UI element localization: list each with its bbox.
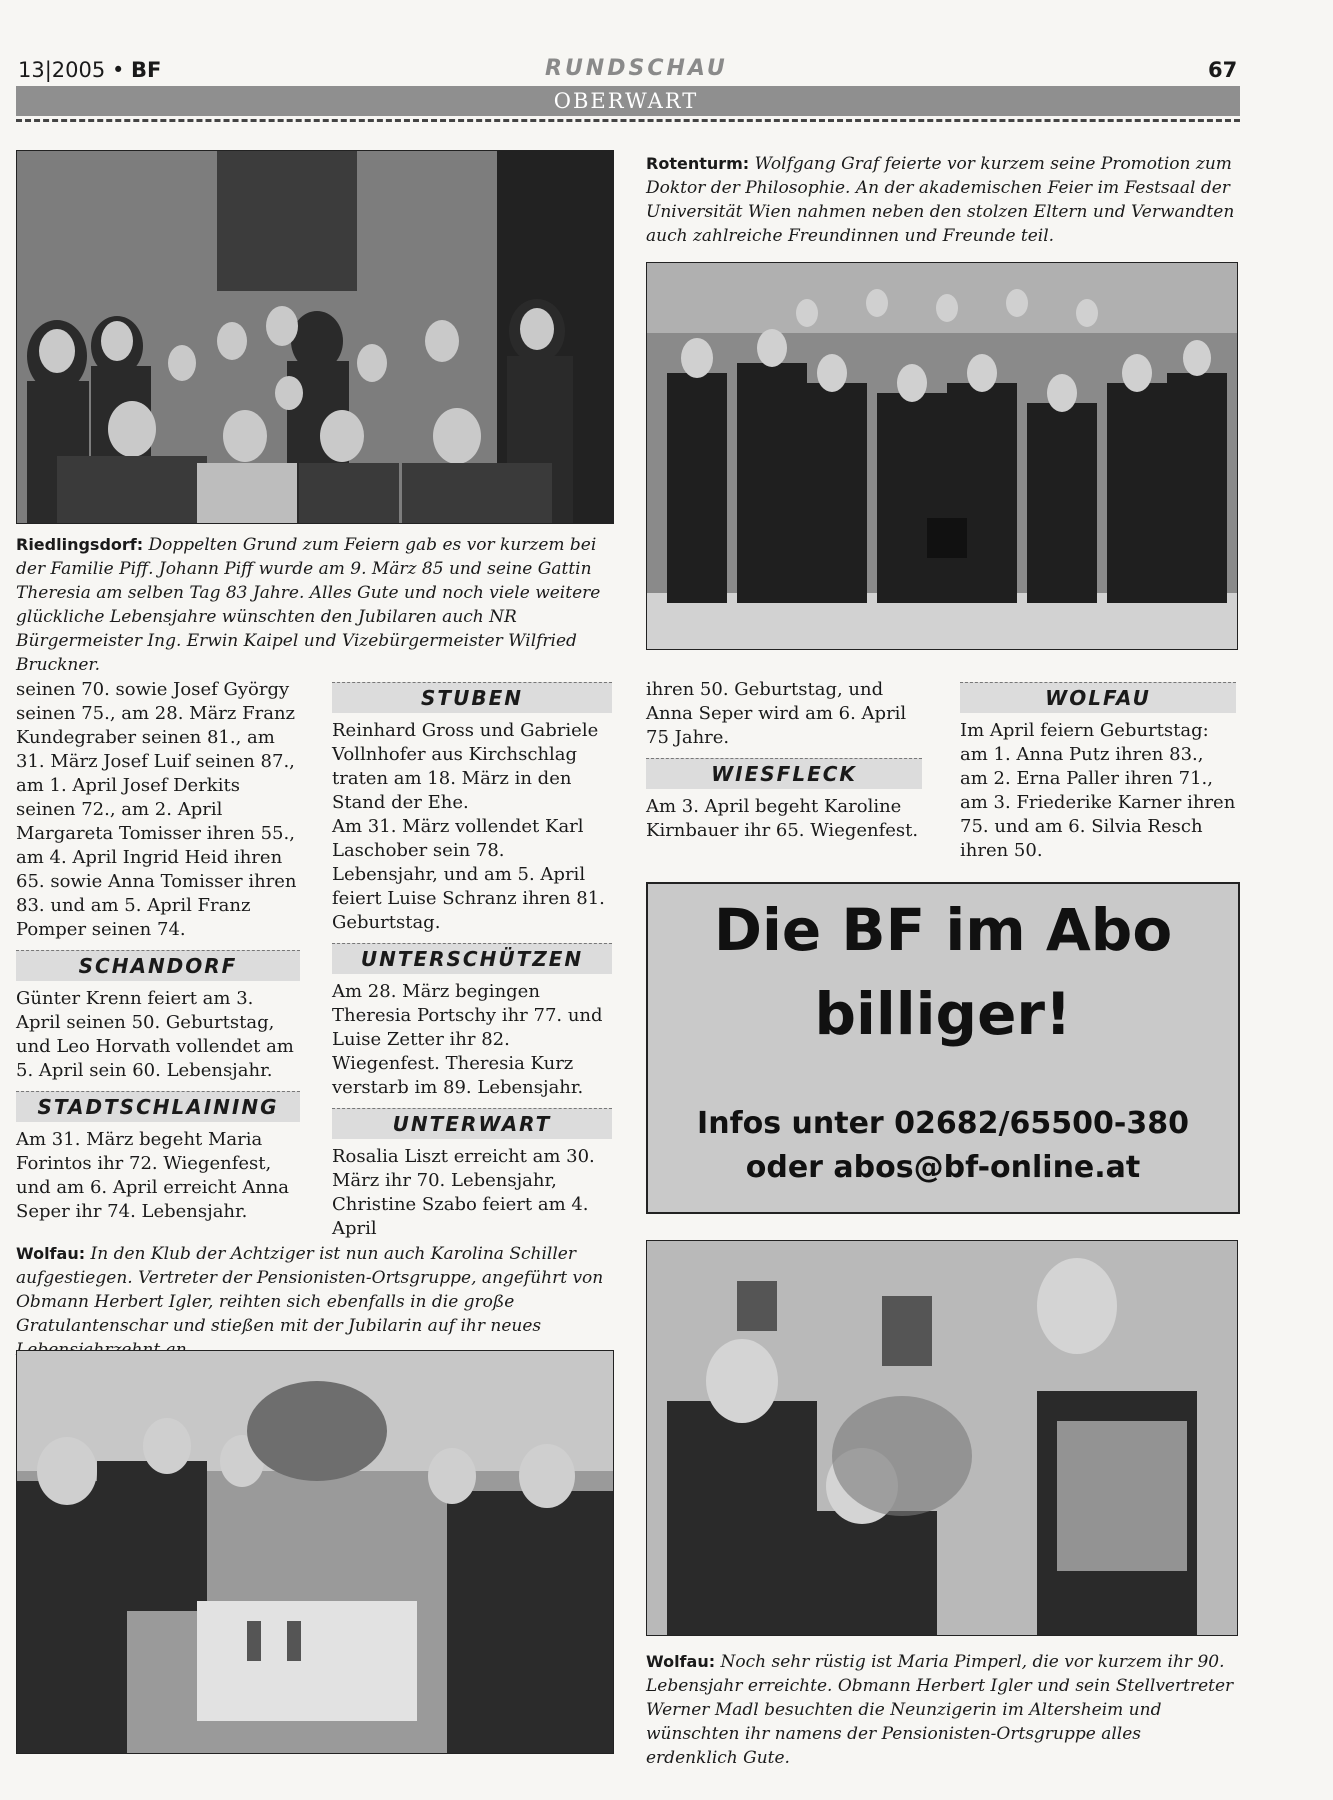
subscription-ad[interactable] (646, 882, 1240, 1214)
section-head-unterschuetzen: UNTERSCHÜTZEN (332, 943, 612, 974)
issue-number: 13|2005 (18, 58, 106, 82)
brand-label: BF (131, 58, 162, 82)
section-head-stuben: STUBEN (332, 682, 612, 713)
caption-text: Wolfgang Graf feierte vor kurzem seine Promotion zum Doktor der Philosophie. An der akademischen Feier im Festsaal der Universität Wien nahmen neben den stolzen Eltern und Verwandten auch zahlreiche Freundinnen und Freunde teil. (646, 154, 1235, 246)
section-head-unterwart: UNTERWART (332, 1108, 612, 1139)
issue-label (18, 58, 161, 82)
photo-riedlingsdorf (16, 150, 614, 524)
column-4 (960, 676, 1236, 863)
ad-headline-1: Die BF im Abo (713, 896, 1173, 964)
column-3 (646, 678, 922, 843)
column-1 (16, 678, 300, 1224)
bullet: • (111, 58, 125, 82)
header-divider (16, 119, 1240, 122)
column-3-intro: ihren 50. Geburtstag, und Anna Seper wird am 6. April 75 Jahre. (646, 679, 907, 748)
page-number: 67 (1208, 58, 1238, 82)
photo-wolfau-pimperl (646, 1240, 1238, 1636)
section-head-schandorf: SCHANDORF (16, 950, 300, 981)
section-text-stuben-2: Am 31. März vollendet Karl Laschober sein 78. Lebensjahr, und am 5. April feiert Luise Schranz ihren 81. Geburtstag. (332, 816, 605, 933)
photo-people-illustration (647, 263, 1237, 649)
section-text-wolfau: Im April feiern Geburtstag: am 1. Anna Putz ihren 83., am 2. Erna Paller ihren 71., am 3. Friederike Karner ihren 75. und am 6. Silvia Resch ihren 50. (960, 720, 1236, 861)
region-label: OBERWART (553, 89, 699, 113)
section-text-stadtschlaining: Am 31. März begeht Maria Forintos ihr 72. Wiegenfest, und am 6. April erreicht Anna Seper ihr 74. Lebensjahr. (16, 1129, 290, 1222)
caption-wolfau-2 (646, 1650, 1236, 1770)
section-head-wolfau: WOLFAU (960, 682, 1236, 713)
ad-phone: Infos unter 02682/65500-380 (697, 1106, 1189, 1141)
section-head-wiesfleck: WIESFLECK (646, 758, 922, 789)
photo-people-illustration (17, 151, 613, 523)
caption-place: Riedlingsdorf: (16, 535, 144, 554)
section-text-unterschuetzen: Am 28. März begingen Theresia Portschy ihr 77. und Luise Zetter ihr 82. Wiegenfest. Theresia Kurz verstarb im 89. Lebensjahr. (332, 981, 603, 1098)
section-text-wiesfleck: Am 3. April begeht Karoline Kirnbauer ihr 65. Wiegenfest. (646, 796, 919, 841)
caption-text: Noch sehr rüstig ist Maria Pimperl, die vor kurzem ihr 90. Lebensjahr erreichte. Obmann Herbert Igler und sein Stellvertreter Werner Madl besuchten die Neunzigerin im Altersheim und wünschten ihr namens der Pensionisten-Ortsgruppe alles erdenklich Gute. (646, 1652, 1234, 1768)
caption-rotenturm (646, 152, 1236, 248)
photo-rotenturm (646, 262, 1238, 650)
section-text-unterwart: Rosalia Liszt erreicht am 30. März ihr 70. Lebensjahr, Christine Szabo feiert am 4. April (332, 1146, 595, 1239)
caption-text: Doppelten Grund zum Feiern gab es vor kurzem bei der Familie Piff. Johann Piff wurde am 9. März 85 und seine Gattin Theresia am selben Tag 83 Jahre. Alles Gute und noch viele weitere glückliche Lebensjahre wünschten den Jubilaren auch NR Bürgermeister Ing. Erwin Kaipel und Vizebürgermeister Wilfried Bruckner. (16, 535, 601, 675)
caption-wolfau-1 (16, 1242, 612, 1362)
caption-place: Wolfau: (16, 1244, 86, 1263)
caption-place: Rotenturm: (646, 154, 750, 173)
caption-riedlingsdorf (16, 533, 612, 677)
section-head-stadtschlaining: STADTSCHLAINING (16, 1091, 300, 1122)
photo-people-illustration (17, 1351, 613, 1753)
photo-wolfau-table (16, 1350, 614, 1754)
section-text-stuben-1: Reinhard Gross und Gabriele Vollnhofer aus Kirchschlag traten am 18. März in den Stand der Ehe. (332, 720, 599, 813)
caption-text: In den Klub der Achtziger ist nun auch Karolina Schiller aufgestiegen. Vertreter der Pensionisten-Ortsgruppe, angeführt von Obmann Herbert Igler, reihten sich ebenfalls in die große Gratulantenschar und stießen mit der Jubilarin auf ihr neues (16, 1244, 604, 1336)
column-1-intro: seinen 70. sowie Josef György seinen 75., am 28. März Franz Kundegraber seinen 81., am 31. März Josef Luif seinen 87., am 1. April Josef Derkits seinen 72., am 2. April Margareta Tomisser ihren 55., am 4. April Ingrid Heid ihren 65. sowie Anna Tomisser ihren 83. und am 5. April Franz Pomper seinen 74. (16, 679, 297, 940)
ad-email[interactable]: oder abos@bf-online.at (745, 1150, 1141, 1185)
photo-people-illustration (647, 1241, 1237, 1635)
ad-headline-2: billiger! (814, 980, 1072, 1048)
column-2 (332, 676, 612, 1241)
caption-place: Wolfau: (646, 1652, 716, 1671)
section-title: RUNDSCHAU (545, 56, 728, 81)
section-text-schandorf: Günter Krenn feiert am 3. April seinen 50. Geburtstag, und Leo Horvath vollendet am 5. April sein 60. Lebensjahr. (16, 988, 294, 1081)
